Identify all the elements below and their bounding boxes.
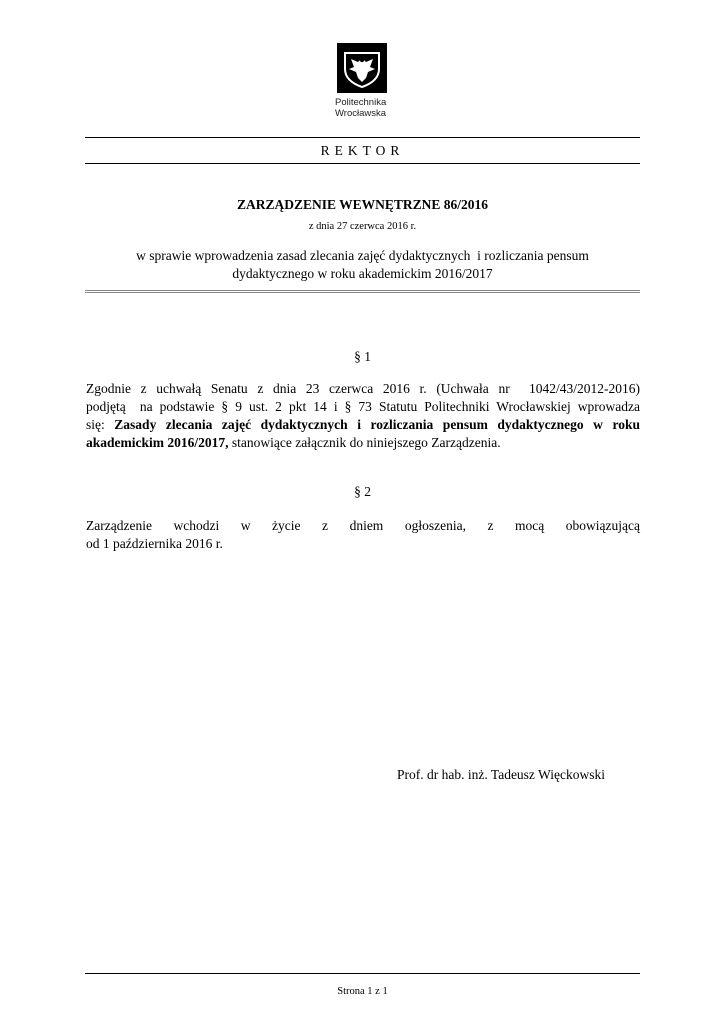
institution-line2: Wrocławska: [335, 108, 387, 119]
section1-line3: [86, 416, 640, 434]
section1-line3-prefix: się:: [86, 417, 115, 432]
institution-name: [335, 97, 415, 119]
page-number: Strona 1 z 1: [337, 986, 388, 997]
footer-rule: [85, 973, 640, 974]
section1-line4-bold: akademickim 2016/2017,: [86, 435, 229, 450]
section2-line1: Zarządzenie wchodzi w życie z dniem ogłoszenia, z mocą obowiązującą: [86, 518, 640, 533]
signature: Prof. dr hab. inż. Tadeusz Więckowski: [397, 767, 605, 782]
header-bottom-rule: [85, 163, 640, 164]
section1-line4-rest: stanowiące załącznik do niniejszego Zarządzenia.: [228, 435, 501, 450]
title-divider: [85, 290, 640, 293]
subject-line1: w sprawie wprowadzenia zasad zlecania zajęć dydaktycznych i rozliczania pensum: [136, 248, 589, 263]
university-logo: [337, 43, 387, 93]
section1-body: [86, 380, 640, 452]
section1-line2: podjętą na podstawie § 9 ust. 2 pkt 14 i § 73 Statutu Politechniki Wrocławskiej wprowadza: [86, 399, 640, 414]
section1-line1: Zgodnie z uchwałą Senatu z dnia 23 czerwca 2016 r. (Uchwała nr 1042/43/2012-2016): [86, 381, 640, 396]
section1-line3-bold: Zasady zlecania zajęć dydaktycznych i rozliczania pensum dydaktycznego w roku: [114, 417, 640, 432]
office-heading: REKTOR: [320, 143, 405, 158]
document-title: ZARZĄDZENIE WEWNĘTRZNE 86/2016: [236, 197, 489, 212]
section2-body: [86, 517, 640, 553]
document-subject: [110, 247, 615, 283]
eagle-crest-icon: [337, 43, 387, 93]
header-top-rule: [85, 137, 640, 138]
subject-line2: dydaktycznego w roku akademickim 2016/2017: [232, 266, 493, 281]
institution-line1: Politechnika: [335, 97, 387, 108]
section1-line4: [86, 434, 640, 452]
section2-heading: § 2: [354, 484, 371, 499]
section2-line2: od 1 października 2016 r.: [86, 536, 223, 551]
section1-heading: § 1: [354, 349, 371, 364]
document-date: z dnia 27 czerwca 2016 r.: [308, 221, 417, 232]
